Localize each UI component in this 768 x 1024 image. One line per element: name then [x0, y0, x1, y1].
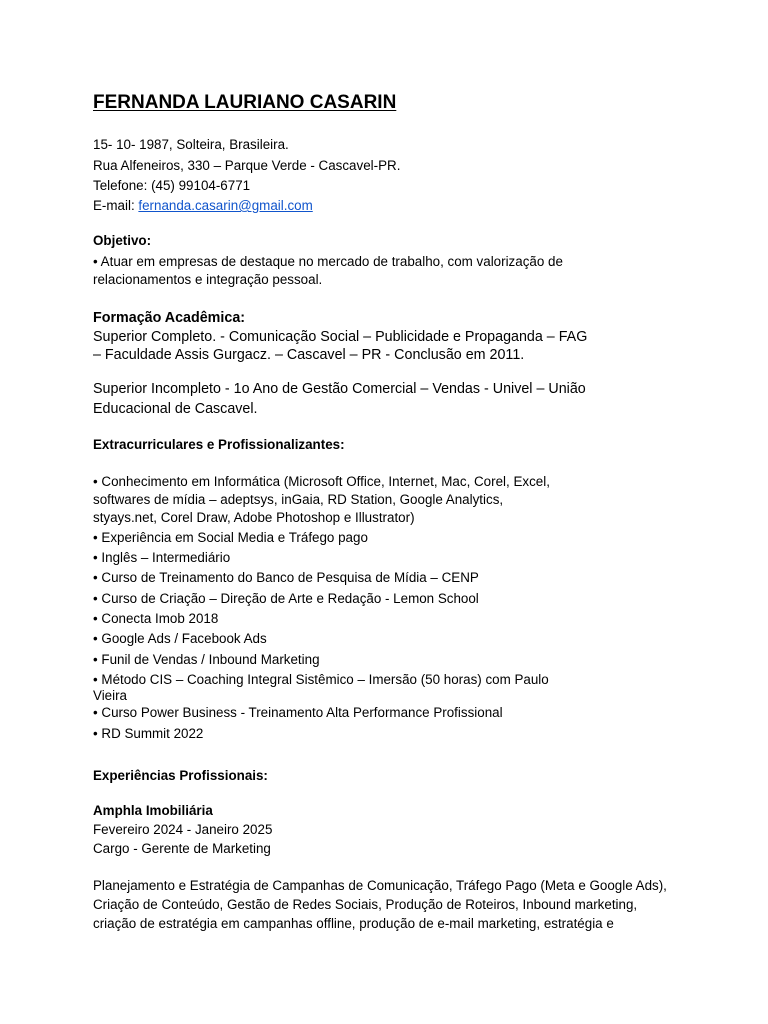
email-line	[93, 197, 313, 215]
extracurricular-item-6: • Conecta Imob 2018	[93, 611, 219, 626]
education-heading: Formação Acadêmica:	[93, 310, 246, 326]
extracurricular-item-2: • Experiência em Social Media e Tráfego pago	[93, 530, 368, 545]
experience-desc-line-1: Planejamento e Estratégia de Campanhas de Comunicação, Tráfego Pago (Meta e Google Ads),	[93, 878, 667, 893]
experience-company: Amphla Imobiliária	[93, 803, 213, 818]
extracurricular-item-1-line-3: styays.net, Corel Draw, Adobe Photoshop e Illustrator)	[93, 510, 415, 525]
education-item-2-line-1: Superior Incompleto - 1o Ano de Gestão Comercial – Vendas - Univel – União	[93, 381, 586, 397]
email-link[interactable]: fernanda.casarin@gmail.com	[138, 198, 313, 213]
extracurricular-item-5: • Curso de Criação – Direção de Arte e Redação - Lemon School	[93, 591, 479, 606]
address: Rua Alfeneiros, 330 – Parque Verde - Cascavel-PR.	[93, 158, 401, 173]
extracurricular-item-8: • Funil de Vendas / Inbound Marketing	[93, 652, 320, 667]
birth-info: 15- 10- 1987, Solteira, Brasileira.	[93, 137, 289, 152]
extracurricular-item-7: • Google Ads / Facebook Ads	[93, 631, 267, 646]
extracurricular-item-9-line-1: • Método CIS – Coaching Integral Sistêmico – Imersão (50 horas) com Paulo	[93, 672, 549, 687]
extracurricular-item-3: • Inglês – Intermediário	[93, 550, 231, 565]
extracurricular-heading: Extracurriculares e Profissionalizantes:	[93, 437, 345, 452]
education-item-1-line-2: – Faculdade Assis Gurgacz. – Cascavel – PR - Conclusão em 2011.	[93, 347, 525, 363]
education-item-1-line-1: Superior Completo. - Comunicação Social – Publicidade e Propaganda – FAG	[93, 329, 588, 345]
education-item-2-line-2: Educacional de Cascavel.	[93, 401, 258, 417]
extracurricular-item-4: • Curso de Treinamento do Banco de Pesquisa de Mídia – CENP	[93, 570, 479, 585]
experience-desc-line-3: criação de estratégia em campanhas offline, produção de e-mail marketing, estratégia e	[93, 916, 614, 931]
email-label: E-mail:	[93, 198, 139, 213]
objective-heading: Objetivo:	[93, 233, 152, 248]
objective-line-2: relacionamentos e integração pessoal.	[93, 272, 323, 287]
extracurricular-item-9-line-2: Vieira	[93, 688, 127, 703]
extracurricular-item-1-line-1: • Conhecimento em Informática (Microsoft Office, Internet, Mac, Corel, Excel,	[93, 474, 550, 489]
experience-heading: Experiências Profissionais:	[93, 768, 268, 783]
experience-role: Cargo - Gerente de Marketing	[93, 841, 271, 856]
objective-line-1: • Atuar em empresas de destaque no mercado de trabalho, com valorização de	[93, 254, 563, 269]
experience-desc-line-2: Criação de Conteúdo, Gestão de Redes Sociais, Produção de Roteiros, Inbound marketing,	[93, 897, 638, 912]
phone: Telefone: (45) 99104-6771	[93, 178, 251, 193]
experience-period: Fevereiro 2024 - Janeiro 2025	[93, 822, 273, 837]
extracurricular-item-11: • RD Summit 2022	[93, 726, 204, 741]
extracurricular-item-1-line-2: softwares de mídia – adeptsys, inGaia, RD Station, Google Analytics,	[93, 492, 504, 507]
extracurricular-item-10: • Curso Power Business - Treinamento Alta Performance Profissional	[93, 705, 503, 720]
candidate-name: FERNANDA LAURIANO CASARIN	[93, 92, 397, 113]
